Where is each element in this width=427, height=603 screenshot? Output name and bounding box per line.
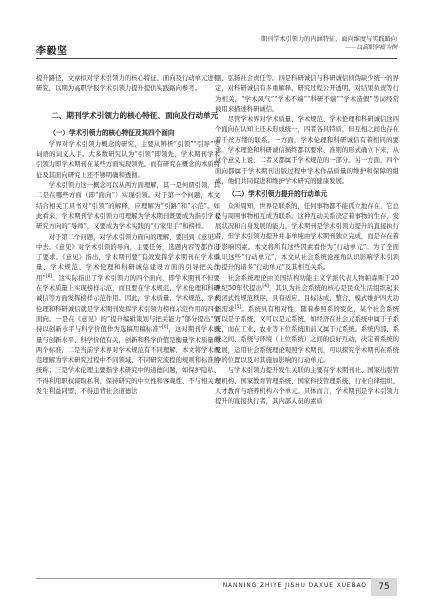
paragraph-text: 社会系统理论由美国结构功能主义学派代表人物帕森斯于20世纪50年代提出 [215,274,399,292]
left-column [36,74,220,397]
citation: [6] [161,325,169,331]
author-name: 李毅坚 [36,46,68,57]
paragraph: 尽管学术界对学术质量、学术规范、学术伦理和科研诚信这四个面向在认知上还未形成统一，四者各具特质，但互相之间也存在着千丝万缕的联系。一方面，学术伦理和科研诚信有着相同的要求。学术理论和科研诚信损终都以要求、准则的形式确立下来，从这个意义上说，二者又都属于学术规范的一部分。另一方面，四个面向都属于学术期刊出版过程中学术作品质量的维护和保障的组成，他们共同促进和维护学术研究的健康发展。 [215,116,399,185]
paragraph-text: 。这实际指出了学术引领力的四个面向，即学术期刊不但要在学术质量上实现榜样示范，而且要在学术规范、学术伦理和科研诚信等方面发挥榜样示范作用。因此，学术质量、学术规范、学术伦理和科研诚信就是学术期刊发挥学术引领力榜样示范作用的四个面向。一是在《意见》的“提升编辑策划与把关能力”部分提出“坚持以创新水平与科学价值作为选稿用稿标准” [36,274,220,334]
paragraph-text: ，其认为社会系统的核心是民众生活组织起来的闭式性规范秩序，具有适应、目标达成、整合、模式维护四大功能需求 [215,284,399,313]
section-heading: 二、期刊学术引领力的核心特征、面向及行动单元 [51,110,219,120]
footer-rule [36,578,397,579]
running-head-subtitle: ——以高职学报为例 [344,45,397,51]
page-number: 75 [371,578,397,596]
citation: [6] [45,273,53,279]
citation: [4] [262,283,269,289]
right-column [215,74,399,408]
paragraph-text: 。系统具有相对性，随着参照系的变化，某个社会系统可以是子系统，又可以是元系统，如经济在社会元系统中属于子系统，而在工业、农业等下位系统面前又属于元系统。系统内部、系统之间、系统与环境（上位系统）之间的良好互动，决定着系统的发展，运用社会系统理论观照学术期刊，可以探究学术期刊在系统中的位置以及对其施加影响的行动单元。 [215,305,399,365]
journal-name: NANNING ZHIYE JISHU DAXUE XUEBAO [222,583,367,589]
header-rule [36,58,397,59]
paragraph: 提升路径，文章拟对学术引领力的核心特征、面向及行动单元进行研究，以期为高职学报学术引领力提升提供实践路向参考。 [36,75,220,93]
paragraph: 则、弘扬社会责任等。四是科研诚信与科研诚信侦伪缺少统一的界定，对科研诚信有多重解释，研究过程公开透明，对结果负责等行为相关，“学术风气”“学术不端”“科研不端”“学术造假”等词经常被用来描述科研诚信。 [215,75,399,113]
running-head-title: 期刊学术引领力的内涵特征、面向维度与实践路向 [260,36,397,43]
paragraph: 与学术引领力提升发生关联的主要有学术期刊社、国家出版管理机构、国家教育管理系统、国家科技管理系统、行业自律组织、人才教育与培养机构六个单元。具体而言，学术期刊是学术引领力提升的直接执行者，其内部人员的素质 [215,367,399,406]
paragraph: 学界对学术引领力概念的研究，主要从辨析“引领”“引导”等词语的词义入手。大多数研究认为“引领”即领先，学术期刊学术引领力即学术期刊在某些方面实现领先。而有研究在概念的本质特征及其面向研究上还不够明确和透彻。 [36,140,220,179]
citation: [5] [234,304,242,310]
paragraph: 众所周知，世界是联系的，任何事物都不能孤立地存在，它总是与周围事物相互成为联系。这种互动关系决定着事物的生存、发展状况和自身发展的能力。学术期刊是学术引领力提升的直接执行者，但学术引领力提升并非单纯由学术期刊独立完成，而是存在着于影响因素。本文将所有这些因素看作为“行动单元”。为了全面认识这些“行动单元”，本文从社会系统论视角认识影响学术引领力提升的诸多“行动单元”及其相互关系。 [215,202,399,272]
paragraph-text: 对于第二个问题，对学术引领力面向的理解，要回到《意见》中去。《意见》对学术引领的导向，主要任务，选题内容等都作出了要求。《意见》指出，学术期刊要“有效发挥学术期刊在学术质量、学术规范、学术伦理和科研诚信建设方面的引导把关作用” [36,233,220,282]
paragraph [36,233,220,398]
paragraph: 学术引领力这一概念可以从两方面理解，其一是何谓引领，其二是在哪些方面（即“面向”）实现引领。对于第一个问题，本文结合相关工具书对“引领”的解释，应理解为“引路”和“示范”。如此看来，学术期刊学术引领力可理解为学术期刊既要成为指引学术研究方向的“导师”，又要成为学术实践的“行家里手”和榜样。 [36,182,220,231]
subsection-heading: （二）学术引领力提升的行动单元 [228,190,328,199]
paragraph [215,274,399,367]
subsection-heading: （一）学术引领力的核心特征及其四个面向 [49,128,175,137]
running-head [261,35,397,53]
paragraph-text: ，这对期刊学术质量与创新水平、科学价值有关，创新和科学价值是衡量学术质量的两个标准，二是当前学术界对学术规范有不同理解，本文将学术规范理解为学术研究过程中不同领域、不同研究流程的规则和标准的统称；三是学术伦理主要指学术研究中的道德问题，如保护隐私、不得利用职权谋取私利、保持研究的中立性和客观性、不与相关方发生利益同盟、不得违背社会道德法 [36,326,220,396]
